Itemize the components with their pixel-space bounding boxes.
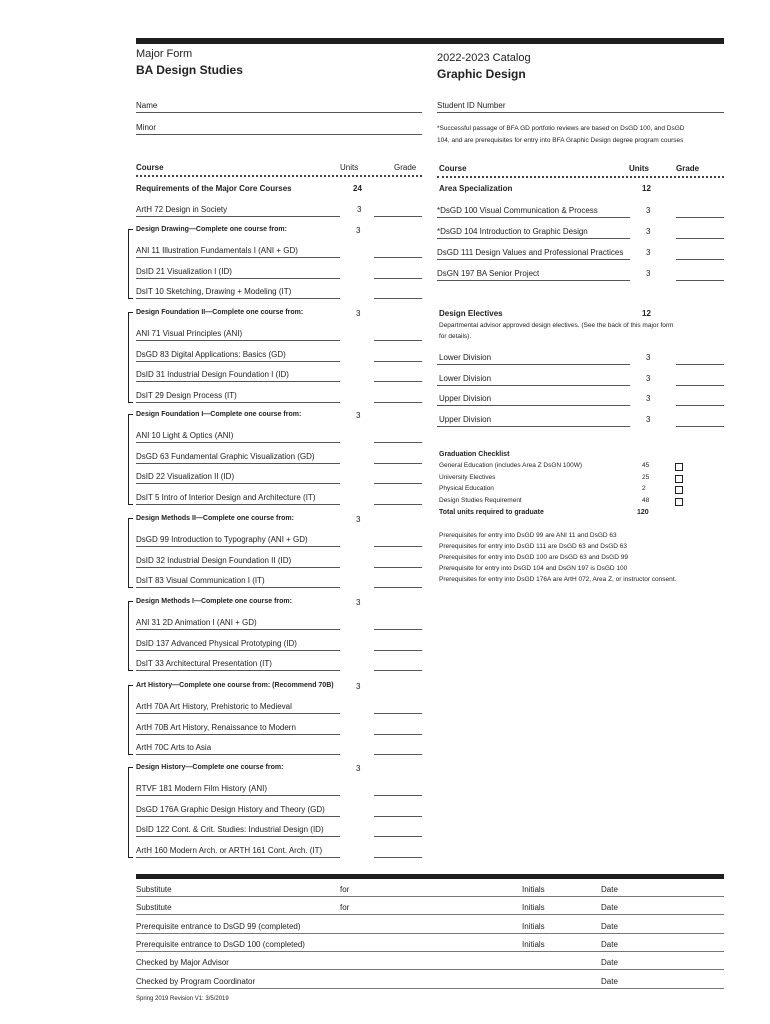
course-name: DsID 122 Cont. & Crit. Studies: Industrial Design (ID) — [136, 825, 324, 835]
footer-initials: Initials — [522, 921, 545, 931]
course-name: DsID 21 Visualization I (ID) — [136, 266, 232, 276]
arth72-line — [136, 216, 340, 217]
group-bracket — [128, 685, 133, 755]
group-title: Design Foundation I—Complete one course from: — [136, 411, 302, 418]
course-name: ArtH 70C Arts to Asia — [136, 743, 212, 753]
grade-field[interactable] — [374, 298, 422, 299]
checklist-units: 48 — [642, 497, 650, 505]
elective-line[interactable] — [437, 426, 630, 427]
course-line — [136, 587, 340, 588]
catalog-title: Graphic Design — [437, 67, 526, 81]
grade-field[interactable] — [374, 567, 422, 568]
footer-label: Checked by Major Advisor — [136, 958, 229, 968]
elective-course: Upper Division — [439, 394, 492, 404]
grade-field[interactable] — [374, 381, 422, 382]
left-header-divider — [136, 175, 422, 177]
group-bracket — [128, 767, 133, 858]
course-line — [136, 650, 340, 651]
grade-field[interactable] — [374, 442, 422, 443]
course-line — [136, 340, 340, 341]
course-line — [136, 795, 340, 796]
elective-line[interactable] — [437, 385, 630, 386]
grade-field[interactable] — [374, 650, 422, 651]
grade-field[interactable] — [374, 795, 422, 796]
group-title: Design Methods II—Complete one course from: — [136, 515, 294, 522]
prereq-note: Prerequisites for entry into DsGD 111 are DsGD 63 and DsGD 63 — [439, 543, 627, 550]
group-title: Art History—Complete one course from: (Recommend 70B) — [136, 682, 334, 689]
group-title: Design Foundation II—Complete one course from: — [136, 309, 304, 316]
grade-field[interactable] — [676, 217, 724, 218]
group-units: 3 — [356, 515, 361, 524]
footer-for: for — [340, 885, 350, 894]
prereq-note: Prerequisites for entry into DsGD 99 are ANI 11 and DsGD 63 — [439, 532, 617, 539]
course-name: DsIT 10 Sketching, Drawing + Modeling (IT) — [136, 287, 292, 297]
group-units: 3 — [356, 309, 361, 318]
course-name: DsID 31 Industrial Design Foundation I (ID) — [136, 370, 289, 380]
prereq-note: Prerequisites for entry into DsGD 100 are DsGD 63 and DsGD 99 — [439, 554, 628, 561]
total-label: Total units required to graduate — [439, 509, 544, 516]
right-header-divider — [437, 176, 724, 178]
grade-field[interactable] — [374, 463, 422, 464]
prereq-note: Prerequisites for entry into DsGD 176A are ArtH 072, Area Z, or instructor consent. — [439, 576, 677, 583]
grade-field[interactable] — [676, 280, 724, 281]
elective-units: 3 — [646, 373, 651, 383]
course-name: ANI 10 Light & Optics (ANI) — [136, 431, 234, 440]
course-line — [136, 734, 340, 735]
grade-field[interactable] — [374, 483, 422, 484]
grade-field[interactable] — [374, 816, 422, 817]
footer-initials: Initials — [522, 903, 545, 913]
footer-label: Checked by Program Coordinator — [136, 976, 256, 986]
course-line — [136, 298, 340, 299]
footer-date: Date — [601, 885, 618, 894]
arth72-grade[interactable] — [374, 216, 422, 217]
checklist-units: 45 — [642, 462, 650, 469]
course-name: DsIT 29 Design Process (IT) — [136, 391, 237, 401]
checklist-title: Graduation Checklist — [439, 451, 510, 458]
group-bracket — [128, 518, 133, 588]
grade-field[interactable] — [374, 629, 422, 630]
group-title: Design Drawing—Complete one course from: — [136, 226, 287, 233]
course-line — [136, 463, 340, 464]
elect-units: 12 — [642, 309, 651, 318]
footer-line[interactable] — [136, 969, 724, 970]
spec-course-units: 3 — [646, 227, 651, 236]
name-label: Name — [136, 101, 158, 110]
grade-field[interactable] — [676, 426, 724, 427]
elective-line[interactable] — [437, 405, 630, 406]
revision-note: Spring 2019 Revision V1: 3/5/2019 — [136, 996, 229, 1002]
arth72-units: 3 — [357, 205, 362, 214]
spec-course: DsGD 111 Design Values and Professional Practices — [437, 248, 624, 257]
course-line — [136, 257, 340, 258]
grade-field[interactable] — [374, 713, 422, 714]
course-line — [136, 670, 340, 671]
course-line — [136, 857, 340, 858]
checkbox[interactable] — [675, 463, 683, 471]
elect-note-2: for details). — [439, 333, 472, 340]
grade-field[interactable] — [676, 405, 724, 406]
group-bracket — [128, 229, 133, 299]
grade-field[interactable] — [676, 238, 724, 239]
grade-field[interactable] — [374, 587, 422, 588]
grade-field[interactable] — [374, 754, 422, 755]
course-line — [136, 361, 340, 362]
group-units: 3 — [356, 598, 361, 607]
group-title: Design History—Complete one course from: — [136, 764, 284, 771]
grade-field[interactable] — [374, 257, 422, 258]
course-name: DsIT 83 Visual Communication I (IT) — [136, 576, 265, 586]
spec-course-line — [437, 280, 630, 281]
course-line — [136, 629, 340, 630]
spec-title: Area Specialization — [439, 184, 513, 193]
core-title: Requirements of the Major Core Courses — [136, 184, 292, 193]
checklist-item: Physical Education — [439, 485, 494, 493]
arth72-course: ArtH 72 Design in Society — [136, 205, 228, 214]
course-name: ArtH 160 Modern Arch. or ARTH 161 Cont. Arch. (IT) — [136, 846, 323, 856]
checklist-units: 2 — [642, 485, 646, 493]
footer-date: Date — [601, 921, 618, 931]
right-col-grade: Grade — [676, 164, 700, 173]
course-name: DsGD 83 Digital Applications: Basics (GD) — [136, 349, 286, 359]
elective-units: 3 — [646, 415, 651, 425]
group-units: 3 — [356, 682, 361, 691]
footer-initials: Initials — [522, 939, 545, 949]
grade-field[interactable] — [374, 836, 422, 837]
grade-field[interactable] — [374, 340, 422, 341]
minor-label: Minor — [136, 123, 157, 132]
course-name: DsID 32 Industrial Design Foundation II (ID) — [136, 555, 292, 565]
course-name: DsIT 33 Architectural Presentation (IT) — [136, 659, 272, 669]
checkbox[interactable] — [675, 498, 683, 506]
catalog-label: 2022-2023 Catalog — [437, 52, 531, 64]
course-name: ArtH 70A Art History, Prehistoric to Medieval — [136, 702, 292, 711]
spec-units: 12 — [642, 184, 651, 193]
elect-title: Design Electives — [439, 309, 503, 318]
footer-line[interactable] — [136, 933, 724, 934]
spec-course-line — [437, 259, 630, 260]
course-line — [136, 504, 340, 505]
core-units: 24 — [353, 184, 362, 193]
footer-date: Date — [601, 958, 618, 968]
group-bracket — [128, 414, 133, 505]
top-rule — [136, 38, 724, 44]
grade-field[interactable] — [374, 857, 422, 858]
form-label: Major Form — [136, 48, 193, 60]
left-col-grade: Grade — [394, 163, 417, 172]
elective-course: Lower Division — [439, 353, 492, 362]
elective-course: Upper Division — [439, 415, 492, 425]
course-name: DsID 22 Visualization II (ID) — [136, 472, 235, 482]
right-col-units: Units — [629, 164, 649, 173]
left-col-units: Units — [340, 163, 359, 172]
course-line — [136, 816, 340, 817]
group-units: 3 — [356, 226, 361, 235]
course-line — [136, 381, 340, 382]
elective-course: Lower Division — [439, 373, 492, 383]
spec-course-line — [437, 238, 630, 239]
grade-field[interactable] — [676, 385, 724, 386]
footer-for: for — [340, 903, 350, 913]
footer-date: Date — [601, 976, 618, 986]
prereq-note: Prerequisite for entry into DsGD 104 and DsGN 197 is DsGD 100 — [439, 565, 628, 572]
checklist-item: Design Studies Requirement — [439, 497, 522, 505]
right-col-course: Course — [439, 164, 467, 173]
elective-units: 3 — [646, 353, 651, 362]
checklist-item: University Electives — [439, 473, 496, 481]
group-units: 3 — [356, 411, 361, 420]
student-id-field[interactable] — [437, 112, 724, 113]
total-units: 120 — [637, 509, 649, 516]
elective-line[interactable] — [437, 364, 630, 365]
course-name: ANI 31 2D Animation I (ANI + GD) — [136, 618, 257, 627]
checkbox[interactable] — [675, 475, 683, 483]
spec-course-units: 3 — [646, 269, 651, 278]
course-line — [136, 754, 340, 755]
elect-note: Departmental advisor approved design electives. (See the back of this major form — [439, 322, 674, 329]
footer-label: Prerequisite entrance to DsGD 99 (completed) — [136, 921, 301, 931]
grade-field[interactable] — [374, 670, 422, 671]
footer-label: Substitute — [136, 885, 172, 894]
course-line — [136, 713, 340, 714]
grade-field[interactable] — [374, 734, 422, 735]
group-units: 3 — [356, 764, 361, 773]
spec-course-units: 3 — [646, 206, 651, 215]
course-name: DsGD 63 Fundamental Graphic Visualization (GD) — [136, 451, 315, 461]
course-line — [136, 402, 340, 403]
student-id-label: Student ID Number — [437, 101, 506, 110]
group-bracket — [128, 312, 133, 403]
footer-date: Date — [601, 903, 618, 913]
portfolio-note: *Successful passage of BFA GD portfolio reviews are based on DsGD 100, and DsGD — [437, 125, 685, 132]
course-name: ArtH 70B Art History, Renaissance to Modern — [136, 722, 296, 732]
checklist-item: General Education (includes Area Z DsGN 100W) — [439, 462, 583, 469]
footer-line[interactable] — [136, 988, 724, 989]
grade-field[interactable] — [676, 259, 724, 260]
elective-units: 3 — [646, 394, 651, 404]
course-line — [136, 278, 340, 279]
checklist-units: 25 — [642, 473, 650, 481]
footer-rule — [136, 874, 724, 879]
checkbox[interactable] — [675, 486, 683, 494]
left-col-course: Course — [136, 163, 164, 172]
spec-course: *DsGD 100 Visual Communication & Process — [437, 206, 598, 215]
grade-field[interactable] — [374, 361, 422, 362]
course-name: ANI 11 Illustration Fundamentals I (ANI + GD) — [136, 246, 298, 255]
group-bracket — [128, 601, 133, 671]
course-name: DsIT 5 Intro of Interior Design and Architecture (IT) — [136, 493, 316, 503]
minor-field[interactable] — [136, 134, 422, 135]
course-name: ANI 71 Visual Principles (ANI) — [136, 329, 243, 338]
spec-course-line — [437, 217, 630, 218]
footer-initials: Initials — [522, 885, 545, 894]
course-name: RTVF 181 Modern Film History (ANI) — [136, 784, 267, 793]
grade-field[interactable] — [374, 278, 422, 279]
footer-line[interactable] — [136, 896, 724, 897]
course-line — [136, 546, 340, 547]
footer-line[interactable] — [136, 951, 724, 952]
major-title: BA Design Studies — [136, 63, 243, 77]
footer-date: Date — [601, 939, 618, 949]
footer-line[interactable] — [136, 914, 724, 915]
group-title: Design Methods I—Complete one course from: — [136, 598, 292, 605]
course-line — [136, 567, 340, 568]
portfolio-note-2: 104, and are prerequisites for entry into BFA Graphic Design degree program courses — [437, 137, 684, 144]
footer-label: Prerequisite entrance to DsGD 100 (completed) — [136, 939, 305, 949]
course-line — [136, 836, 340, 837]
spec-course: DsGN 197 BA Senior Project — [437, 269, 540, 278]
spec-course-units: 3 — [646, 248, 651, 257]
course-line — [136, 442, 340, 443]
course-line — [136, 483, 340, 484]
grade-field[interactable] — [676, 364, 724, 365]
spec-course: *DsGD 104 Introduction to Graphic Design — [437, 227, 588, 236]
grade-field[interactable] — [374, 402, 422, 403]
grade-field[interactable] — [374, 546, 422, 547]
course-name: DsID 137 Advanced Physical Prototyping (ID) — [136, 638, 297, 648]
footer-label: Substitute — [136, 903, 172, 913]
name-field[interactable] — [136, 112, 422, 113]
course-name: DsGD 99 Introduction to Typography (ANI + GD) — [136, 535, 308, 544]
grade-field[interactable] — [374, 504, 422, 505]
course-name: DsGD 176A Graphic Design History and Theory (GD) — [136, 804, 325, 814]
